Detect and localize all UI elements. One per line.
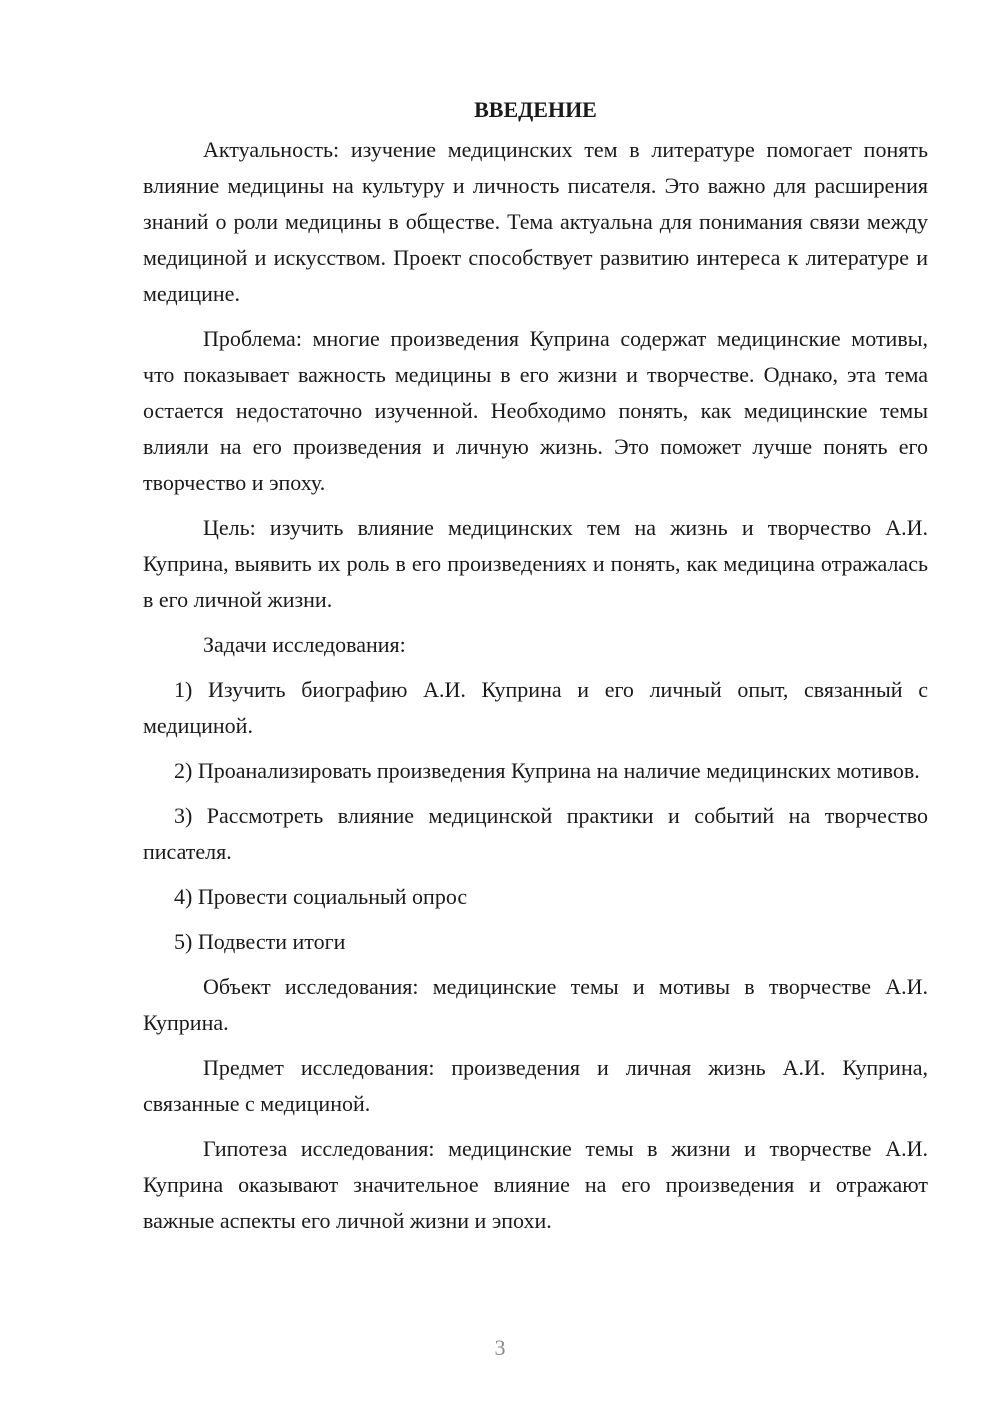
task-item-1: 1) Изучить биографию А.И. Куприна и его личный опыт, связанный с медициной.	[143, 677, 928, 738]
document-page	[143, 92, 928, 1248]
task-item-5: 5) Подвести итоги	[174, 929, 346, 954]
paragraph-object: Объект исследования: медицинские темы и мотивы в творчестве А.И. Куприна.	[143, 974, 928, 1035]
task-item-2: 2) Проанализировать произведения Куприна на наличие медицинских мотивов.	[174, 758, 920, 783]
page-title: ВВЕДЕНИЕ	[474, 97, 597, 122]
page-number: 3	[494, 1335, 506, 1360]
paragraph-subject: Предмет исследования: произведения и личная жизнь А.И. Куприна, связанные с медициной.	[143, 1055, 928, 1116]
task-item-4: 4) Провести социальный опрос	[174, 884, 468, 909]
paragraph-actuality: Актуальность: изучение медицинских тем в литературе помогает понять влияние медицины на культуру и личность писателя. Это важно для расширения знаний о роли медицины в обществе. Тема актуальна для понимания связи между медициной и искусством. Проект способствует развитию интереса к литературе и медицине.	[143, 137, 928, 306]
tasks-heading: Задачи исследования:	[203, 632, 406, 657]
paragraph-hypothesis: Гипотеза исследования: медицинские темы в жизни и творчестве А.И. Куприна оказывают значительное влияние на его произведения и отражают важные аспекты его личной жизни и эпохи.	[143, 1136, 928, 1233]
task-item-3: 3) Рассмотреть влияние медицинской практики и событий на творчество писателя.	[143, 803, 928, 864]
paragraph-goal: Цель: изучить влияние медицинских тем на жизнь и творчество А.И. Куприна, выявить их роль в его произведениях и понять, как медицина отражалась в его личной жизни.	[143, 515, 928, 612]
paragraph-problem: Проблема: многие произведения Куприна содержат медицинские мотивы, что показывает важность медицины в его жизни и творчестве. Однако, эта тема остается недостаточно изученной. Необходимо понять, как медицинские темы влияли на его произведения и личную жизнь. Это поможет лучше понять его творчество и эпоху.	[143, 326, 928, 495]
